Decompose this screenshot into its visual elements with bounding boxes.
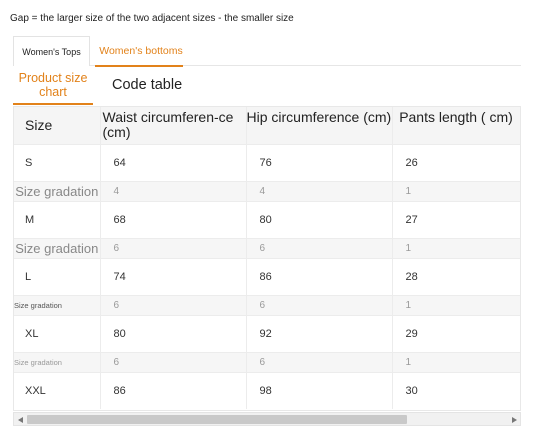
- subtab-code-table[interactable]: Code table: [112, 77, 183, 93]
- horizontal-scrollbar[interactable]: [13, 412, 521, 426]
- header-size: Size: [14, 107, 100, 144]
- triangle-left-icon[interactable]: [15, 415, 25, 424]
- table-row-gradation: [14, 181, 520, 201]
- hip-gradation-cell: 4: [246, 181, 392, 201]
- subtab-product-size-chart[interactable]: Product size chart: [13, 71, 93, 105]
- length-cell: 29: [392, 315, 520, 352]
- hip-cell: 76: [246, 144, 392, 181]
- table-row: [14, 372, 520, 409]
- table-row: [14, 315, 520, 352]
- waist-cell: 80: [100, 315, 246, 352]
- gap-note: Gap = the larger size of the two adjacent sizes - the smaller size: [10, 13, 294, 24]
- size-cell: M: [14, 201, 100, 238]
- size-cell: XL: [14, 315, 100, 352]
- header-hip: Hip circumference (cm): [246, 107, 392, 144]
- hip-cell: 92: [246, 315, 392, 352]
- hip-gradation-cell: 6: [246, 238, 392, 258]
- size-cell: S: [14, 144, 100, 181]
- gradation-label: Size gradation: [14, 238, 100, 258]
- tab-womens-bottoms[interactable]: Women's bottoms: [91, 36, 191, 66]
- waist-cell: 86: [100, 372, 246, 409]
- table-row-gradation: [14, 352, 520, 372]
- waist-gradation-cell: 6: [100, 295, 246, 315]
- length-cell: 26: [392, 144, 520, 181]
- size-table-container: [13, 106, 521, 411]
- gradation-label: Size gradation: [14, 352, 100, 372]
- header-pants-length: Pants length ( cm): [392, 107, 520, 144]
- waist-gradation-cell: 4: [100, 181, 246, 201]
- length-gradation-cell: 1: [392, 181, 520, 201]
- waist-cell: 68: [100, 201, 246, 238]
- length-cell: 30: [392, 372, 520, 409]
- hip-cell: 86: [246, 258, 392, 295]
- size-cell: XXL: [14, 372, 100, 409]
- length-gradation-cell: 1: [392, 295, 520, 315]
- table-row: [14, 144, 520, 181]
- length-cell: 28: [392, 258, 520, 295]
- length-gradation-cell: 1: [392, 238, 520, 258]
- table-row: [14, 201, 520, 238]
- table-row-gradation: [14, 295, 520, 315]
- hip-gradation-cell: 6: [246, 352, 392, 372]
- size-table: [14, 107, 521, 409]
- tab-womens-tops[interactable]: Women's Tops: [13, 36, 90, 66]
- table-row: [14, 258, 520, 295]
- size-cell: L: [14, 258, 100, 295]
- length-cell: 27: [392, 201, 520, 238]
- gradation-label: Size gradation: [14, 181, 100, 201]
- gradation-label: Size gradation: [14, 295, 100, 315]
- waist-gradation-cell: 6: [100, 352, 246, 372]
- waist-cell: 64: [100, 144, 246, 181]
- hip-gradation-cell: 6: [246, 295, 392, 315]
- scrollbar-thumb[interactable]: [27, 415, 407, 424]
- waist-gradation-cell: 6: [100, 238, 246, 258]
- length-gradation-cell: 1: [392, 352, 520, 372]
- triangle-right-icon[interactable]: [509, 415, 519, 424]
- table-header-row: [14, 107, 520, 144]
- waist-cell: 74: [100, 258, 246, 295]
- hip-cell: 98: [246, 372, 392, 409]
- table-row-gradation: [14, 238, 520, 258]
- category-tabs: [13, 36, 521, 66]
- hip-cell: 80: [246, 201, 392, 238]
- header-waist: Waist circumferen-ce (cm): [100, 107, 246, 144]
